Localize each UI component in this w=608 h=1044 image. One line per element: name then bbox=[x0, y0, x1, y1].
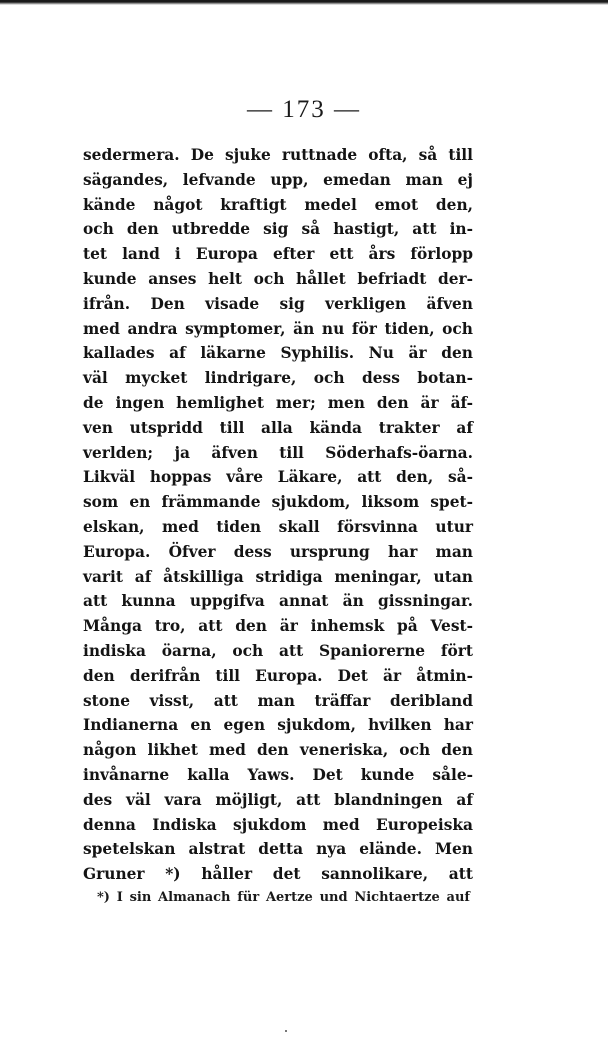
text-line: Många tro, att den är inhemsk på Vest- bbox=[83, 617, 473, 636]
text-line: varit af åtskilliga stridiga meningar, utan bbox=[83, 567, 473, 586]
text-line: att kunna uppgifva annat än gissningar. bbox=[83, 592, 473, 611]
text-line: spetelskan alstrat detta nya elände. Men bbox=[83, 840, 473, 859]
text-line: de ingen hemlighet mer; men den är äf- bbox=[83, 393, 473, 412]
paper-speck bbox=[285, 1030, 287, 1032]
text-line: den derifrån till Europa. Det är åtmin- bbox=[83, 666, 473, 685]
body-text bbox=[83, 143, 473, 887]
text-line: kunde anses helt och hållet befriadt der- bbox=[83, 269, 473, 288]
text-line: som en främmande sjukdom, liksom spet- bbox=[83, 493, 473, 512]
text-line: sägandes, lefvande upp, emedan man ej bbox=[83, 170, 473, 189]
text-line: väl mycket lindrigare, och dess botan- bbox=[83, 369, 473, 388]
text-line: des väl vara möjligt, att blandningen af bbox=[83, 790, 473, 809]
text-line: tet land i Europa efter ett års förlopp bbox=[83, 245, 473, 264]
top-border-rule bbox=[0, 0, 608, 5]
text-line: och den utbredde sig så hastigt, att in- bbox=[83, 220, 473, 239]
text-line: invånarne kalla Yaws. Det kunde såle- bbox=[83, 765, 473, 784]
text-line: Europa. Öfver dess ursprung har man bbox=[83, 542, 473, 561]
text-line: Gruner *) håller det sannolikare, att bbox=[83, 865, 473, 884]
footnote: *) I sin Almanach für Aertze und Nichtaertze auf bbox=[97, 890, 470, 905]
text-line: elskan, med tiden skall försvinna utur bbox=[83, 517, 473, 536]
text-line: kallades af läkarne Syphilis. Nu är den bbox=[83, 344, 473, 363]
text-line: någon likhet med den veneriska, och den bbox=[83, 741, 473, 760]
text-line: indiska öarna, och att Spaniorerne fört bbox=[83, 641, 473, 660]
text-line: verlden; ja äfven till Söderhafs-öarna. bbox=[83, 443, 473, 462]
text-line: Likväl hoppas våre Läkare, att den, så- bbox=[83, 468, 473, 487]
text-line: denna Indiska sjukdom med Europeiska bbox=[83, 815, 473, 834]
text-line: stone visst, att man träffar deribland bbox=[83, 691, 473, 710]
text-line: Indianerna en egen sjukdom, hvilken har bbox=[83, 716, 473, 735]
text-line: ifrån. Den visade sig verkligen äfven bbox=[83, 294, 473, 313]
text-line: ven utspridd till alla kända trakter af bbox=[83, 418, 473, 437]
text-line: sedermera. De sjuke ruttnade ofta, så till bbox=[83, 146, 473, 164]
page-number: — 173 — bbox=[247, 96, 361, 123]
text-line: med andra symptomer, än nu för tiden, och bbox=[83, 319, 473, 338]
text-line: kände något kraftigt medel emot den, bbox=[83, 195, 473, 214]
